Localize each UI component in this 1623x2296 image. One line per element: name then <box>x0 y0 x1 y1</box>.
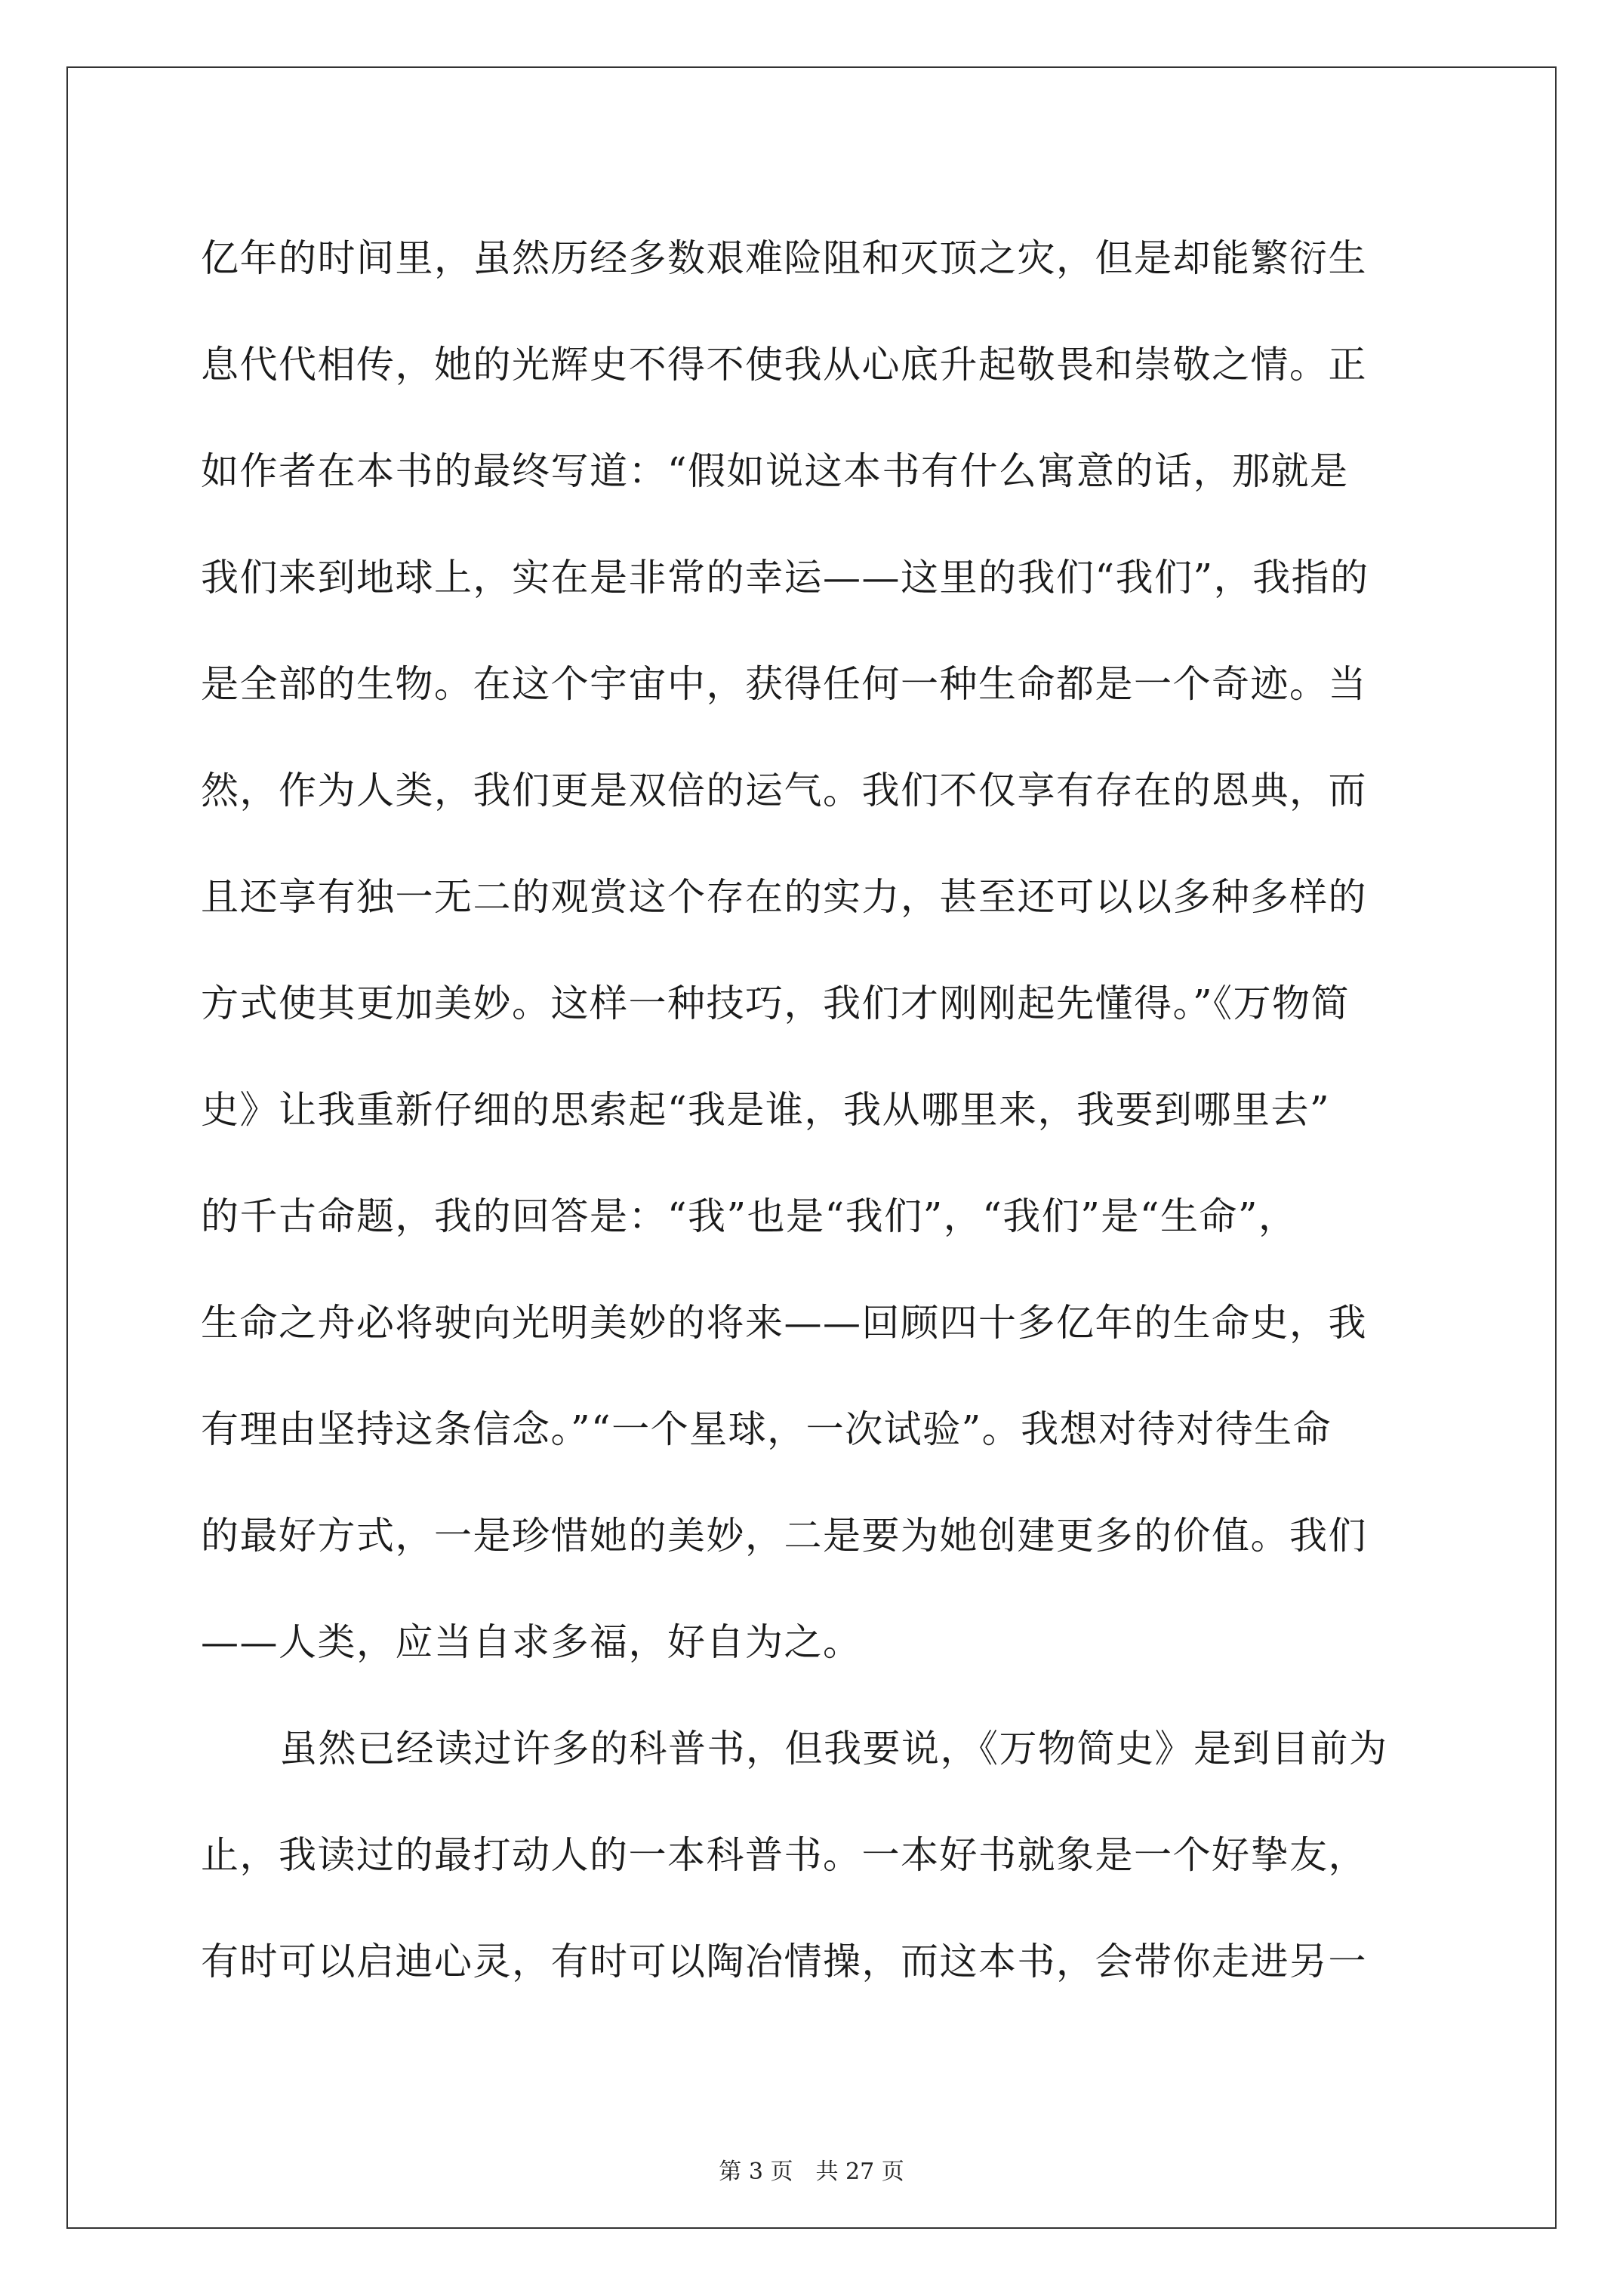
text-line: ——人类，应当自求多福，好自为之。 <box>201 1620 862 1664</box>
text-line: 方式使其更加美妙。这样一种技巧，我们才刚刚起先懂得。”《万物简 <box>201 982 1350 1025</box>
text-line: 有理由坚持这条信念。”“一个星球，一次试验”。我想对待对待生命 <box>201 1407 1332 1451</box>
paragraph-first-line: 虽然已经读过许多的科普书，但我要说，《万物简史》是到目前为 <box>279 1727 1388 1771</box>
text-line: 史》让我重新仔细的思索起“我是谁，我从哪里来，我要到哪里去” <box>201 1088 1331 1132</box>
text-line: 然，作为人类，我们更是双倍的运气。我们不仅享有存在的恩典，而 <box>201 769 1367 812</box>
text-line: 的千古命题，我的回答是：“我”也是“我们”，“我们”是“生命”， <box>201 1194 1298 1238</box>
text-line: 如作者在本书的最终写道：“假如说这本书有什么寓意的话，那就是 <box>201 449 1349 493</box>
text-line: 息代代相传，她的光辉史不得不使我从心底升起敬畏和崇敬之情。正 <box>201 343 1367 387</box>
text-line: 是全部的生物。在这个宇宙中，获得任何一种生命都是一个奇迹。当 <box>201 662 1367 706</box>
text-line: 的最好方式，一是珍惜她的美妙，二是要为她创建更多的价值。我们 <box>201 1514 1367 1558</box>
text-line: 我们来到地球上，实在是非常的幸运——这里的我们“我们”，我指的 <box>201 556 1369 599</box>
text-line: 止，我读过的最打动人的一本科普书。一本好书就象是一个好挚友， <box>201 1833 1367 1877</box>
text-line: 有时可以启迪心灵，有时可以陶冶情操，而这本书，会带你走进另一 <box>201 1940 1367 1983</box>
text-line: 生命之舟必将驶向光明美妙的将来——回顾四十多亿年的生命史，我 <box>201 1301 1367 1345</box>
text-line: 亿年的时间里，虽然历经多数艰难险阻和灭顶之灾，但是却能繁衍生 <box>201 236 1367 280</box>
document-body <box>201 205 1431 2015</box>
text-line: 且还享有独一无二的观赏这个存在的实力，甚至还可以以多种多样的 <box>201 875 1367 919</box>
page-number: 第 3 页 共 27 页 <box>719 2159 904 2185</box>
